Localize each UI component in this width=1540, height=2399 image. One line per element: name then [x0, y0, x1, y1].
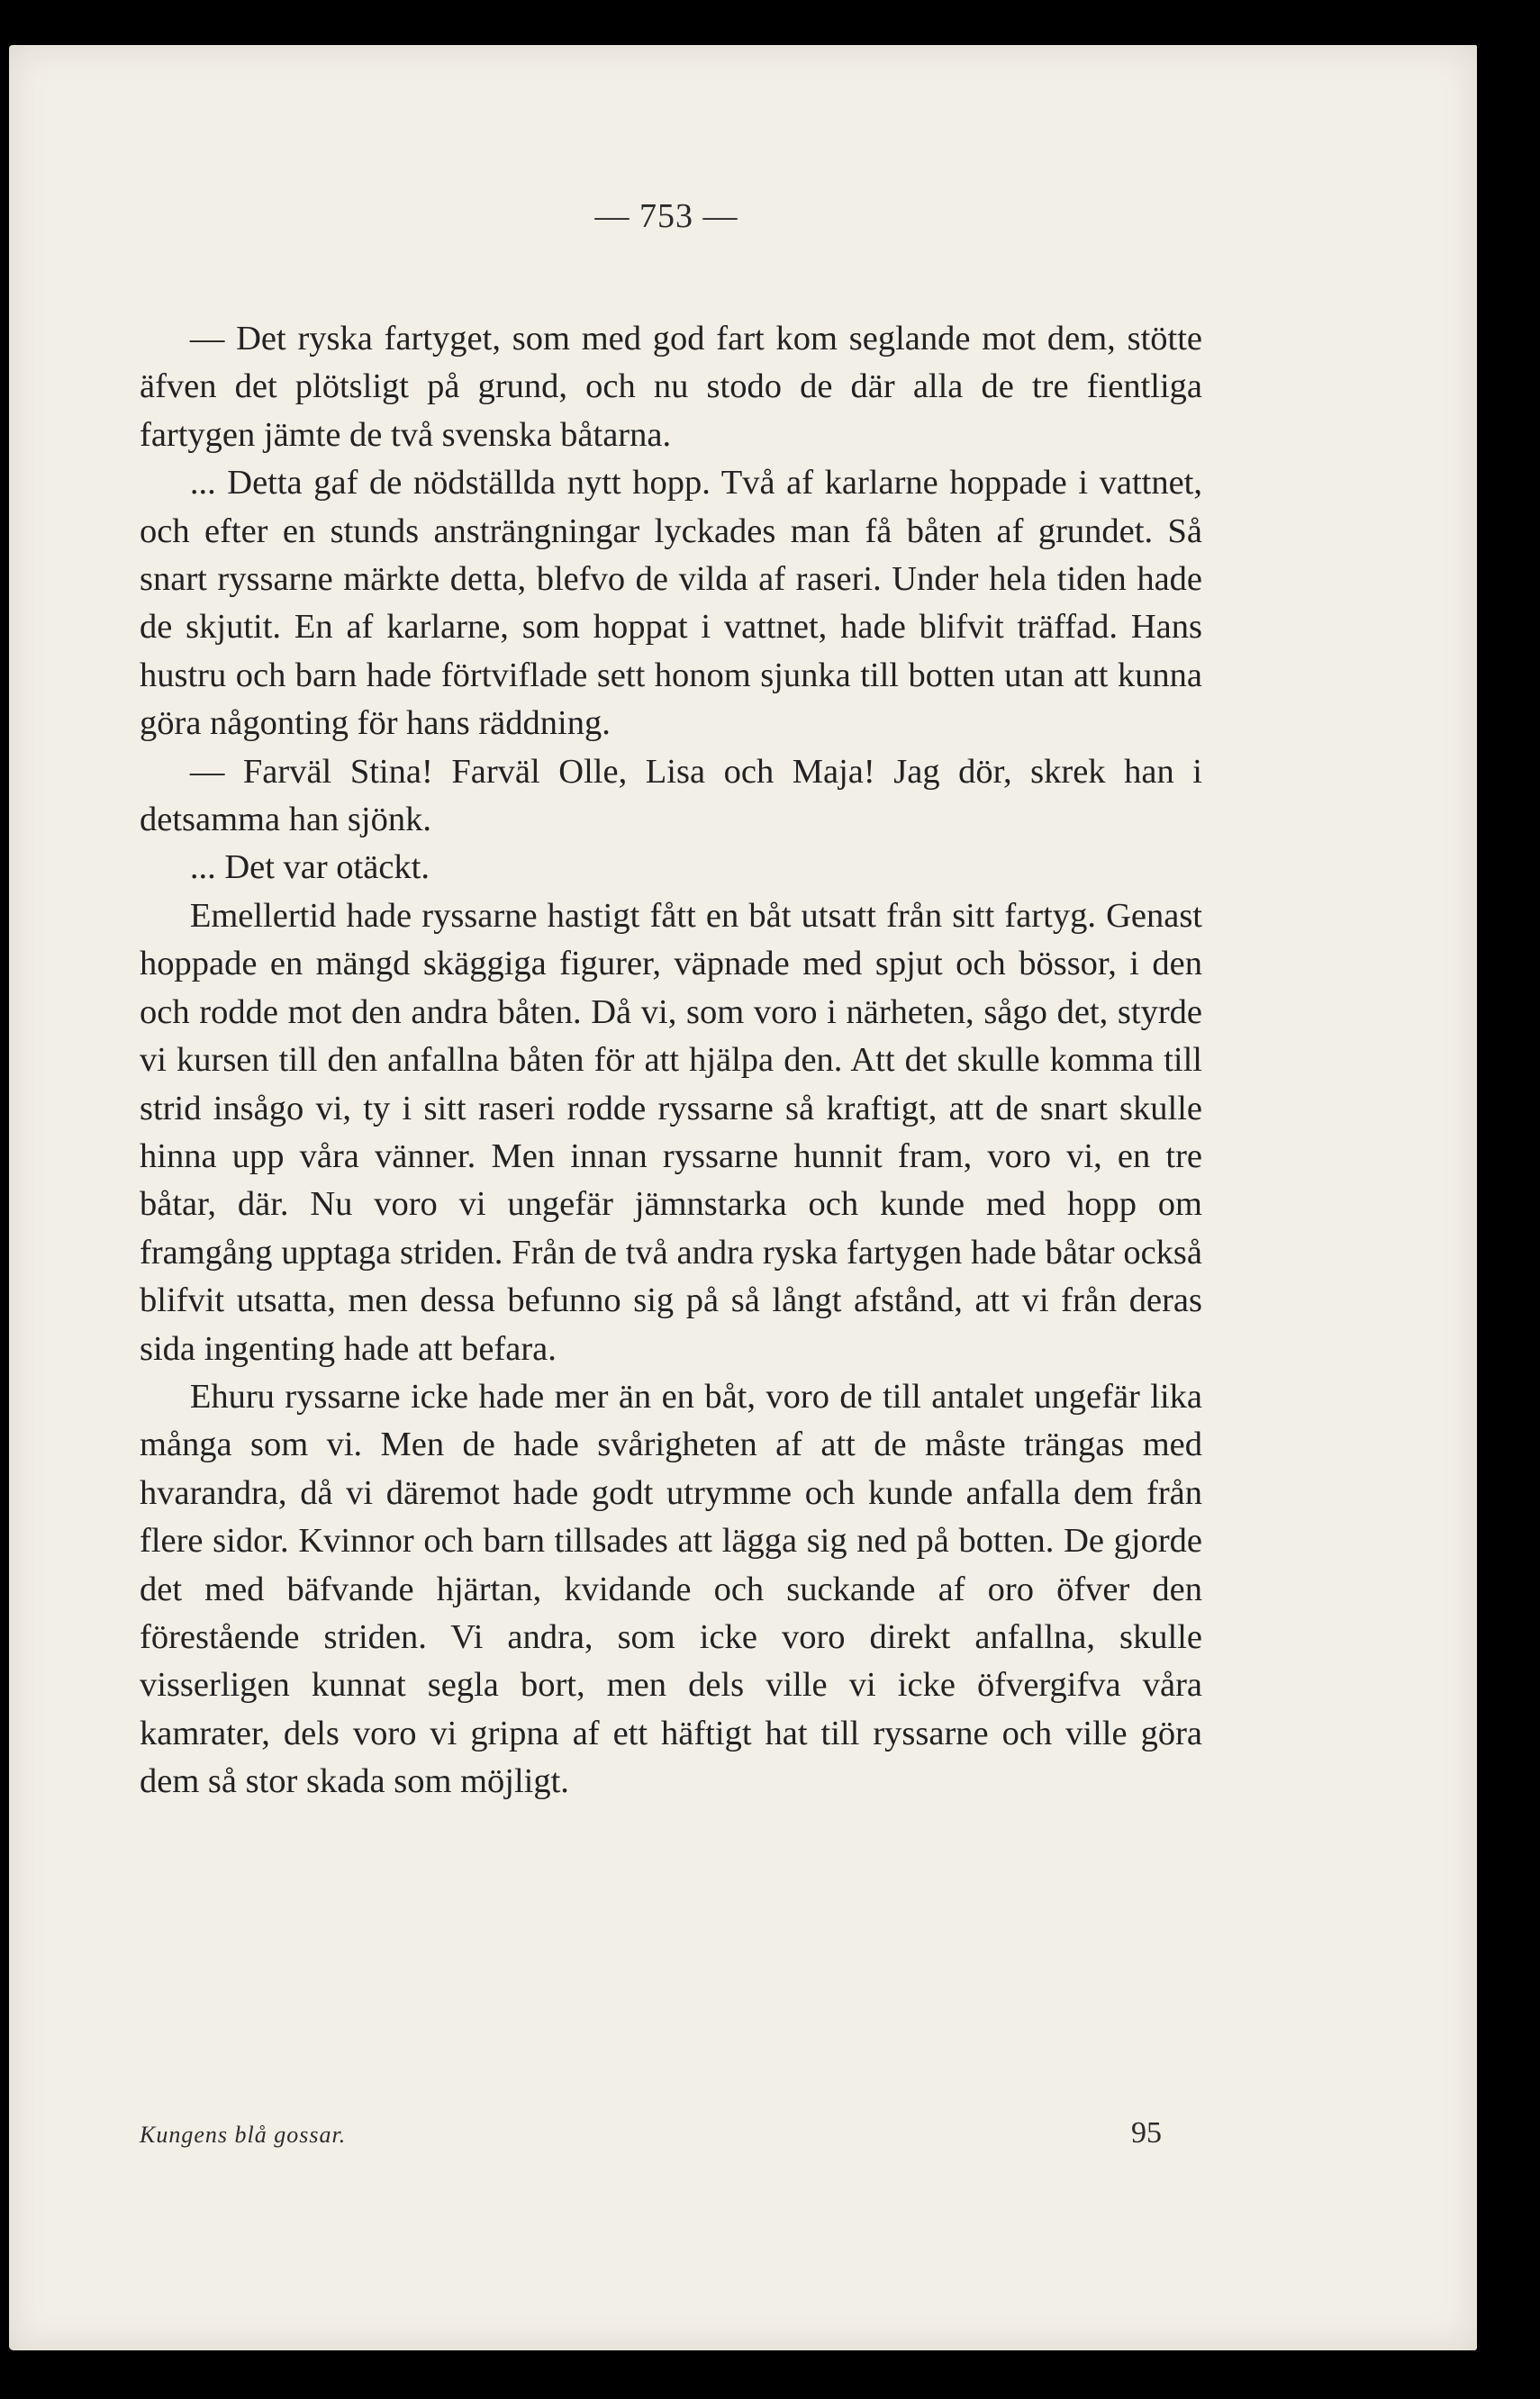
paragraph: — Det ryska fartyget, som med god fart kom seglande mot dem, stötte äfven det plötsligt på grund, och nu stodo de där alla de tre fientliga fartygen jämte de två svenska båtarna.: [140, 320, 1202, 454]
page-footer: [140, 2116, 1162, 2150]
paragraph: ... Det var otäckt.: [189, 848, 430, 887]
body-text: [140, 315, 1202, 1806]
footer-signature-mark: 95: [1131, 2116, 1162, 2150]
footer-book-title: Kungens blå gossar.: [140, 2122, 347, 2148]
paragraph: Emellertid hade ryssarne hastigt fått en båt utsatt från sitt fartyg. Genast hoppade en mängd skäggiga figurer, väpnade med spjut och bössor, i den och rodde mot den andra båten. Då vi, som voro i närheten, sågo det, styrde vi kursen till den anfallna båten för att hjälpa den. Att det skulle komma till strid insågo vi, ty i sitt raseri rodde ryssarne så kraftigt, att de snart skulle hinna upp våra vänner. Men innan ryssarne hunnit fram, voro vi, en tre båtar, där. Nu voro vi ungefär jämnstarka och kunde med hopp om framgång upptaga striden. Från de två andra ryska fartygen hade båtar också blifvit utsatta, men dessa befunno sig på så långt afstånd, att vi från deras sida ingenting hade att befara.: [140, 896, 1202, 1368]
paragraph: Ehuru ryssarne icke hade mer än en båt, voro de till antalet ungefär lika många som vi. Men de hade svårigheten af att de måste trängas med hvarandra, då vi däremot hade godt utrymme och kunde anfalla dem från flere sidor. Kvinnor och barn tillsades att lägga sig ned på botten. De gjorde det med bäfvande hjärtan, kvidande och suckande af oro öfver den förestående striden. Vi andra, som icke voro direkt anfallna, skulle visserligen kunnat segla bort, men dels ville vi icke öfvergifva våra kamrater, dels voro vi gripna af ett häftigt hat till ryssarne och ville göra dem så stor skada som möjligt.: [140, 1377, 1202, 1801]
paragraph: ... Detta gaf de nödställda nytt hopp. Två af karlarne hoppade i vattnet, och efter en stunds ansträngningar lyckades man få båten af grundet. Så snart ryssarne märkte detta, blefvo de vilda af raseri. Under hela tiden hade de skjutit. En af karlarne, som hoppat i vattnet, hade blifvit träffad. Hans hustru och barn hade förtviflade sett honom sjunka till botten utan att kunna göra någonting för hans räddning.: [140, 464, 1202, 743]
page-number-header: — 753 —: [594, 197, 738, 235]
paragraph: — Farväl Stina! Farväl Olle, Lisa och Maja! Jag dör, skrek han i detsamma han sjönk.: [140, 752, 1202, 839]
book-page: [9, 45, 1477, 2350]
